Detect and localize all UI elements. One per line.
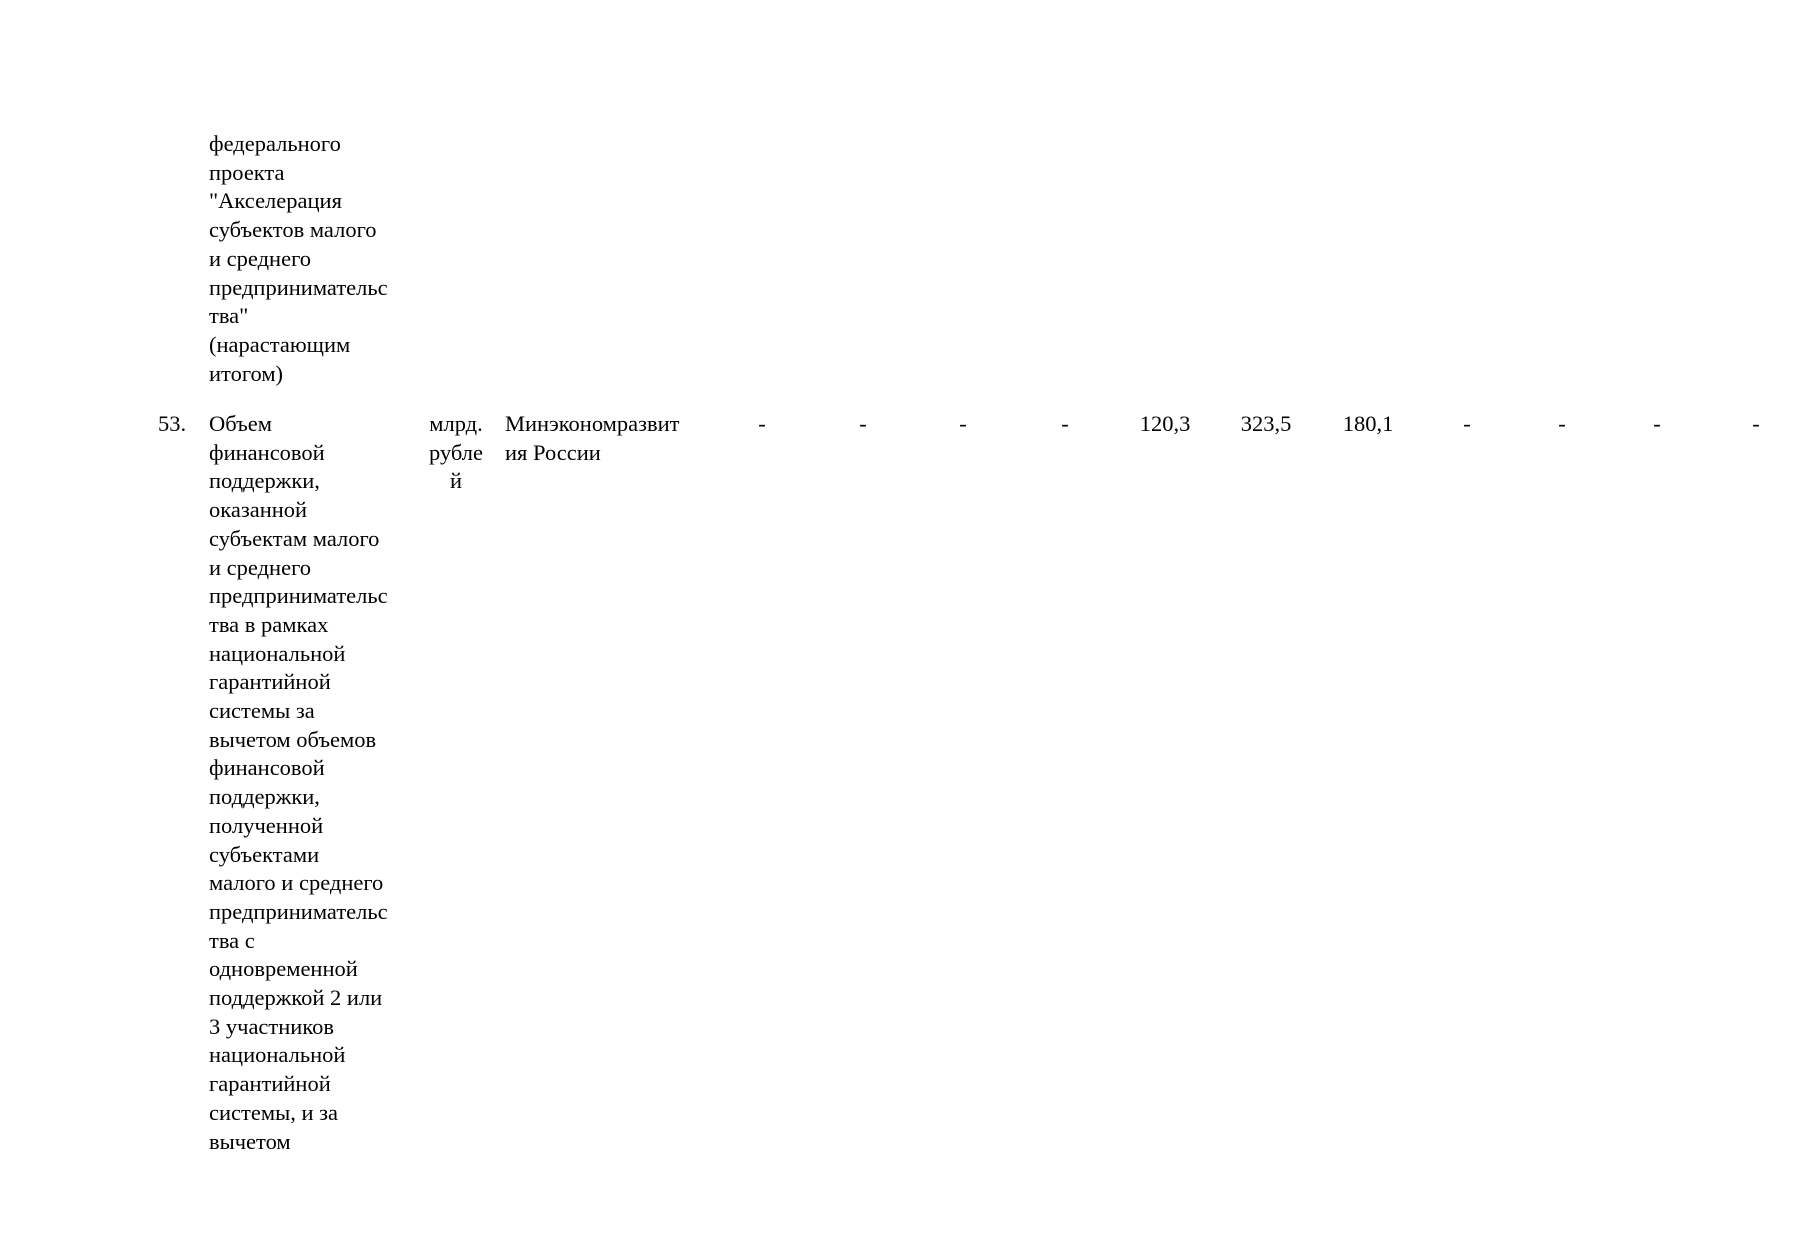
text-line: национальной [209, 1042, 346, 1068]
indicator-name [209, 410, 388, 1156]
text-line: Минэкономразвит [505, 411, 680, 436]
text-line: "Акселерация [209, 188, 342, 214]
text-line: тва" [209, 303, 249, 329]
text-line: поддержки, [209, 468, 320, 494]
unit-of-measure [424, 410, 488, 496]
text-line: финансовой [209, 439, 325, 465]
text-line: вычетом [209, 1128, 291, 1154]
value-cell: - [1558, 411, 1566, 436]
text-line: й [449, 468, 463, 494]
text-line: субъектам малого [209, 525, 380, 551]
text-line: федерального [209, 131, 341, 156]
text-line: субъектов малого [209, 217, 377, 243]
text-line: и среднего [209, 245, 311, 271]
text-line: предпринимательс [209, 583, 388, 609]
text-line: тва в рамках [209, 611, 329, 637]
value-cell: - [859, 411, 867, 436]
text-line: одновременной [209, 956, 358, 982]
value-cell: - [1653, 411, 1661, 436]
text-line: полученной [209, 812, 324, 838]
text-line: предпринимательс [209, 898, 388, 924]
text-line: ия России [505, 439, 601, 465]
text-line: субъектами [209, 841, 320, 867]
text-line: системы, и за [209, 1099, 338, 1125]
value-cell: - [1463, 411, 1471, 436]
value-cell: - [758, 411, 766, 436]
continuation-indicator-name [209, 130, 388, 388]
text-line: поддержки, [209, 784, 320, 810]
text-line: (нарастающим [209, 331, 351, 357]
text-line: финансовой [209, 755, 325, 781]
value-cell: - [1061, 411, 1069, 436]
text-line: гарантийной [209, 669, 331, 695]
text-line: и среднего [209, 554, 311, 580]
value-cell: - [1752, 411, 1760, 436]
text-line: итогом) [209, 360, 284, 386]
text-line: малого и среднего [209, 870, 384, 896]
text-line: предпринимательс [209, 274, 388, 300]
responsible-agency [505, 410, 680, 467]
text-line: Объем [209, 411, 272, 436]
text-line: млрд. [429, 411, 483, 436]
text-line: поддержкой 2 или [209, 985, 383, 1011]
row-number: 53. [158, 411, 187, 436]
text-line: системы за [209, 698, 315, 724]
value-cell: - [959, 411, 967, 436]
text-line: тва с [209, 927, 255, 953]
value-cell: 180,1 [1342, 411, 1394, 436]
text-line: рубле [428, 439, 483, 465]
text-line: проекта [209, 159, 285, 185]
value-cell: 120,3 [1139, 411, 1191, 436]
text-line: 3 участников [209, 1013, 334, 1039]
value-cell: 323,5 [1240, 411, 1292, 436]
text-line: гарантийной [209, 1071, 331, 1097]
text-line: национальной [209, 640, 346, 666]
text-line: вычетом объемов [209, 726, 377, 752]
text-line: оказанной [209, 497, 308, 523]
